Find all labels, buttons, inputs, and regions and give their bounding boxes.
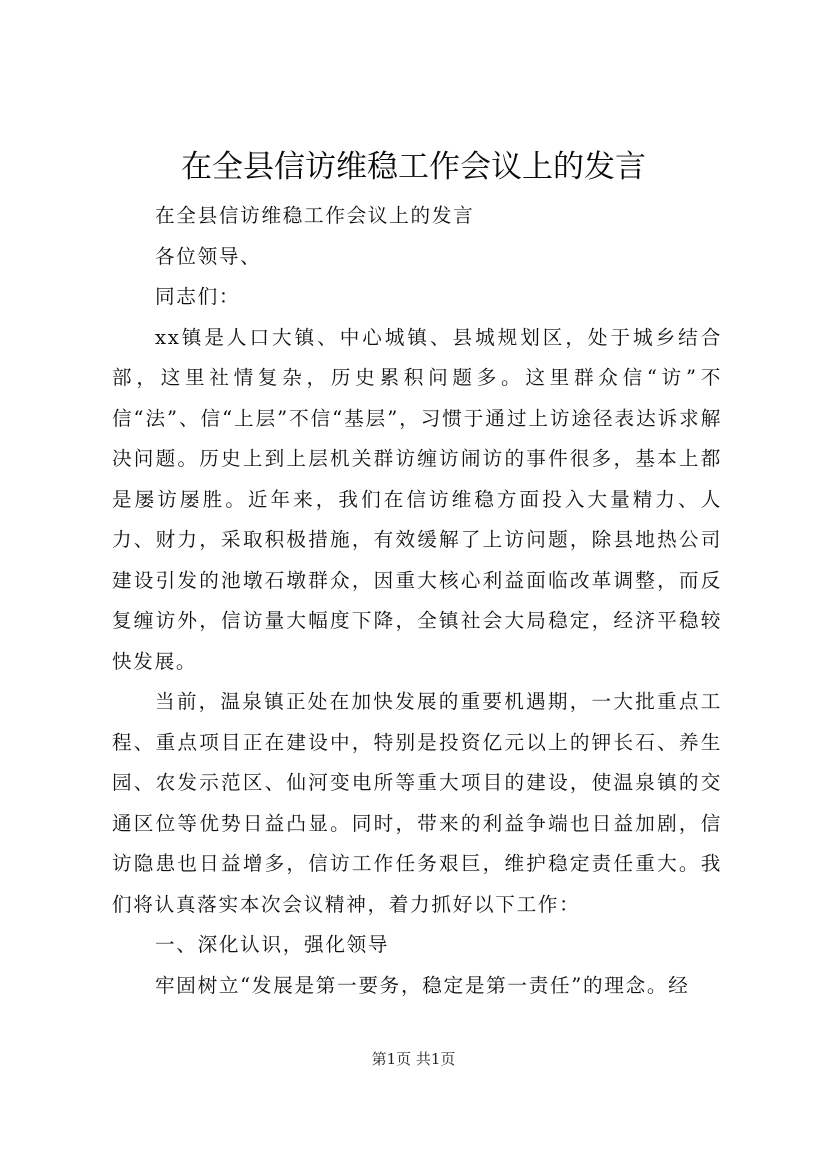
document-body [112,196,722,1006]
document-title: 在全县信访维稳工作会议上的发言 [181,149,646,185]
page-number: 第1页 共1页 [371,1050,456,1068]
greeting-line-1: 各位领导、 [155,244,262,268]
subtitle-line: 在全县信访维稳工作会议上的发言 [155,204,475,227]
section-heading: 一、深化认识，强化领导 [155,933,390,956]
paragraph-1: xx镇是人口大镇、中心城镇、县城规划区，处于城乡结合部，这里社情复杂，历史累积问题多。这里群众信“访”不信“法”、信“上层”不信“基层”，习惯于通过上访途径表达诉求解决问题。历史上到上层机关群访缠访闹访的事件很多，基本上都是屡访屡胜。近年来，我们在信访维稳方面投入大量精力、人力、财力，采取积极措施，有效缓解了上访问题，除县地热公司建设引发的池墩石墩群众，因重大核心利益面临改革调整，而反复缠访外，信访量大幅度下降，全镇社会大局稳定，经济平稳较快发展。 [112,325,722,673]
greeting-line-2: 同志们： [155,285,241,308]
paragraph-3: 牢固树立“发展是第一要务，稳定是第一责任”的理念。经 [155,973,690,997]
paragraph-2: 当前，温泉镇正处在加快发展的重要机遇期，一大批重点工程、重点项目正在建设中，特别是投资亿元以上的钾长石、养生园、农发示范区、仙河变电所等重大项目的建设，使温泉镇的交通区位等优势日益凸显。同时，带来的利益争端也日益加剧，信访隐患也日益增多，信访工作任务艰巨，维护稳定责任重大。我们将认真落实本次会议精神，着力抓好以下工作： [112,690,722,916]
